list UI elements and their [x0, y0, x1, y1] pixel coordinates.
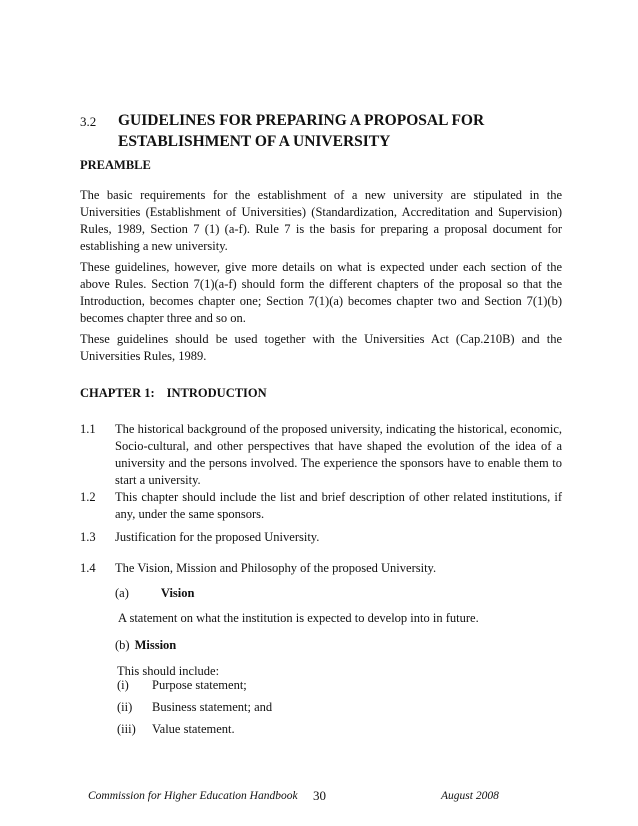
item-text: Justification for the proposed University.	[115, 530, 320, 544]
list-item	[80, 489, 562, 523]
vision-title: Vision	[160, 586, 195, 600]
mission-list-number: (i)	[117, 678, 129, 692]
mission-list-text: Business statement; and	[152, 700, 273, 714]
item-text: This chapter should include the list and brief description of other related institutions, if any, under the same sponsors.	[115, 490, 562, 521]
mission-list-item	[117, 678, 247, 693]
item-number: 1.3	[80, 530, 96, 544]
preamble-heading: PREAMBLE	[80, 158, 151, 172]
footer-page-number: 30	[313, 788, 326, 803]
mission-heading	[115, 637, 176, 654]
vision-heading	[115, 585, 194, 602]
item-number: 1.2	[80, 490, 96, 504]
mission-list-text: Purpose statement;	[152, 678, 247, 692]
mission-intro: This should include:	[117, 664, 220, 678]
mission-list-text: Value statement.	[152, 722, 235, 736]
section-title-line-1: GUIDELINES FOR PREPARING A PROPOSAL FOR	[118, 112, 485, 129]
mission-list-number: (ii)	[117, 700, 133, 714]
chapter-heading	[80, 386, 267, 401]
preamble-paragraph: The basic requirements for the establishment of a new university are stipulated in the Universities (Establishment of Universities) (Standardization, Accreditation and Supervision) Rules, 1989, Section 7 (1) (a-f). Rule 7 is the basis for preparing a proposal document for establishing a new university.	[80, 188, 562, 253]
mission-label: (b)	[115, 638, 130, 652]
chapter-label: CHAPTER 1:	[80, 386, 155, 400]
section-title	[118, 110, 538, 152]
section-title-line-2: ESTABLISHMENT OF A UNIVERSITY	[118, 133, 391, 150]
mission-list-item	[117, 722, 235, 737]
item-number: 1.4	[80, 561, 96, 575]
vision-text: A statement on what the institution is expected to develop into in future.	[118, 611, 479, 625]
item-text: The Vision, Mission and Philosophy of the proposed University.	[115, 561, 437, 575]
footer-left: Commission for Higher Education Handbook	[88, 790, 298, 802]
chapter-title: INTRODUCTION	[166, 386, 267, 400]
preamble-paragraph: These guidelines, however, give more details on what is expected under each section of the above Rules. Section 7(1)(a-f) should form the different chapters of the proposal so that the Introduction, becomes chapter one; Section 7(1)(a) becomes chapter two and Section 7(1)(b) becomes chapter three and so on.	[80, 260, 562, 325]
list-item	[80, 560, 562, 577]
mission-title: Mission	[134, 638, 177, 652]
mission-list-number: (iii)	[117, 722, 136, 736]
section-number: 3.2	[80, 114, 97, 129]
vision-label: (a)	[115, 586, 129, 600]
list-item	[80, 421, 562, 489]
item-number: 1.1	[80, 422, 96, 436]
preamble-paragraph: These guidelines should be used together with the Universities Act (Cap.210B) and the Universities Rules, 1989.	[80, 332, 562, 363]
footer-right: August 2008	[441, 790, 499, 802]
mission-list-item	[117, 700, 272, 715]
item-text: The historical background of the proposed university, indicating the historical, economic, Socio-cultural, and other perspectives that have shaped the evolution of the idea of a university and the persons involved. The experience the sponsors have to enable them to start a university.	[115, 422, 562, 487]
list-item	[80, 529, 562, 546]
